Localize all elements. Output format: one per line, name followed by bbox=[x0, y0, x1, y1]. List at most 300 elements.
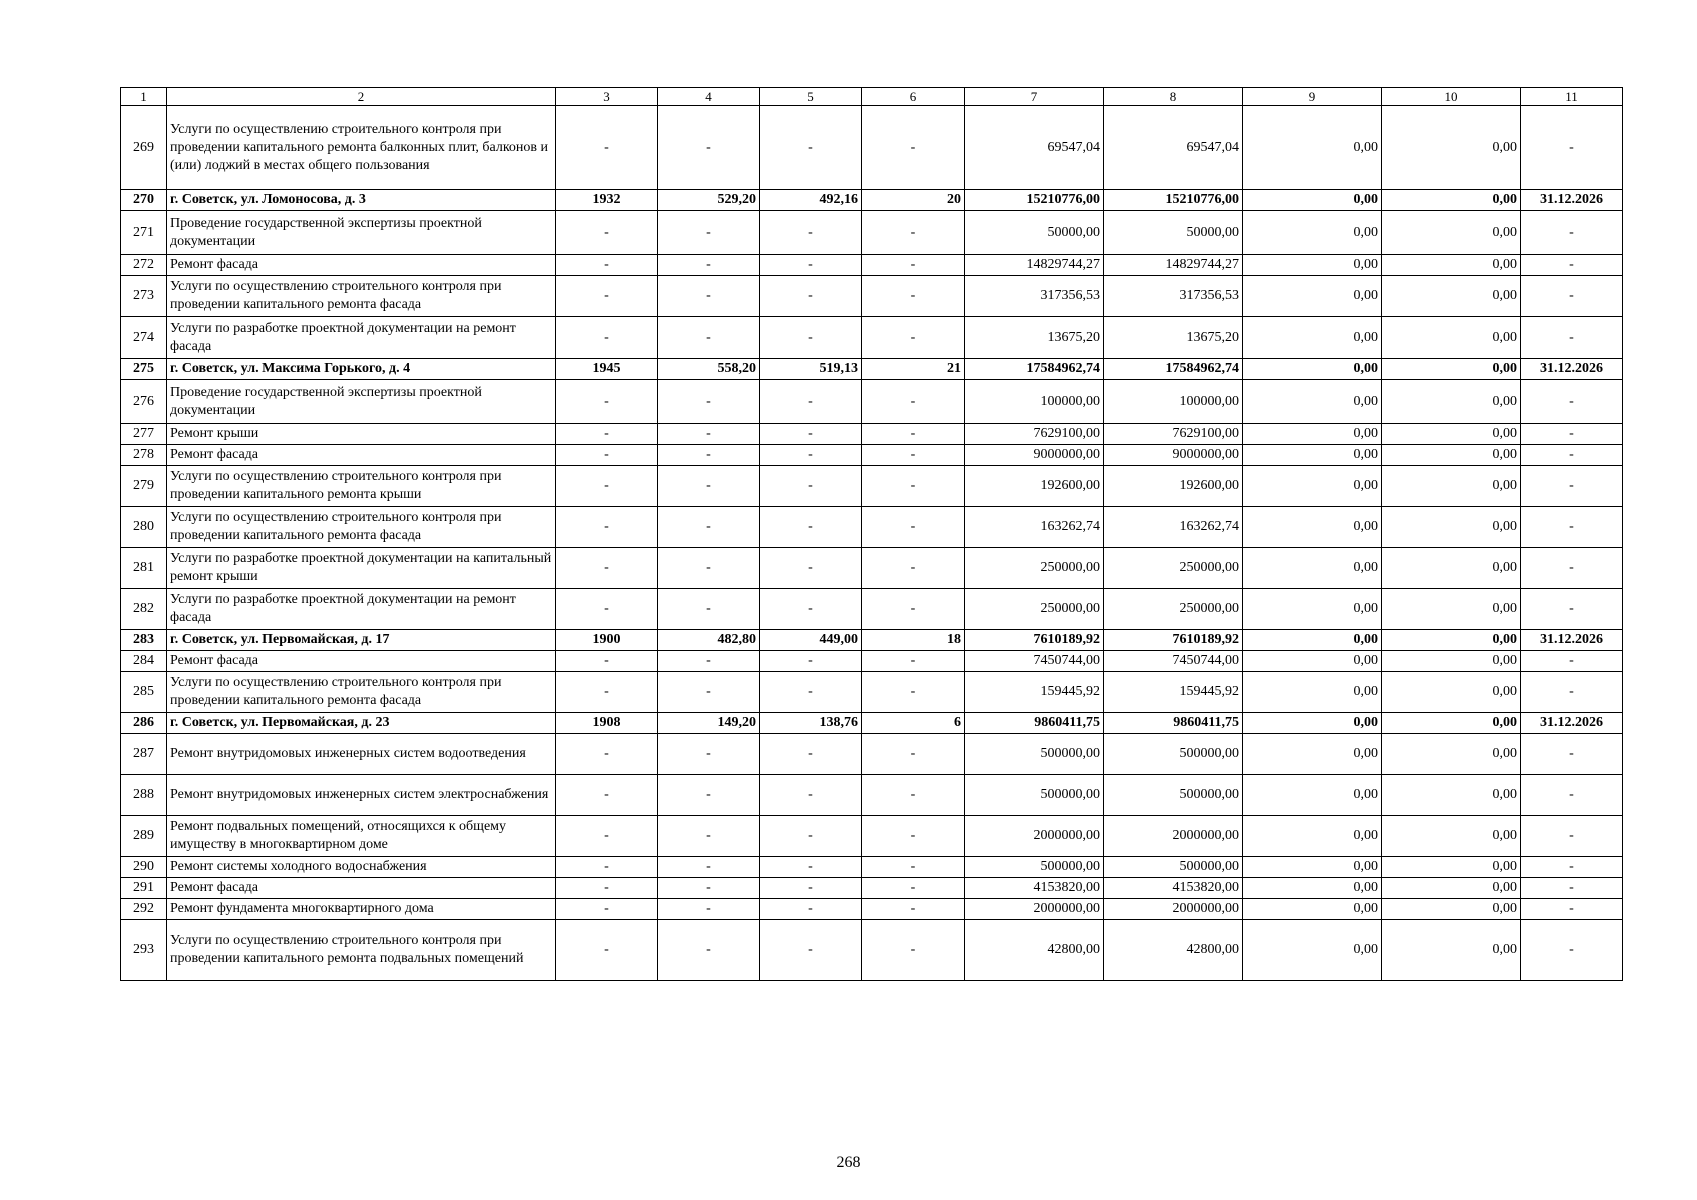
cell-col4: - bbox=[658, 857, 760, 878]
table-row bbox=[121, 878, 1623, 899]
work-name: г. Советск, ул. Максима Горького, д. 4 bbox=[167, 359, 556, 380]
row-number: 272 bbox=[121, 255, 167, 276]
cell-col4: - bbox=[658, 920, 760, 981]
cell-col4: - bbox=[658, 651, 760, 672]
cell-col6: - bbox=[862, 651, 965, 672]
cell-col11: - bbox=[1521, 899, 1623, 920]
row-number: 291 bbox=[121, 878, 167, 899]
column-header: 4 bbox=[658, 88, 760, 106]
work-name: Услуги по осуществлению строительного контроля при проведении капитального ремонта фасада bbox=[167, 507, 556, 548]
cell-col3: - bbox=[556, 380, 658, 424]
cell-col11: - bbox=[1521, 507, 1623, 548]
cell-col7: 2000000,00 bbox=[965, 816, 1104, 857]
cell-col5: - bbox=[760, 920, 862, 981]
table-row bbox=[121, 445, 1623, 466]
cell-col4: - bbox=[658, 816, 760, 857]
column-header: 5 bbox=[760, 88, 862, 106]
row-number: 288 bbox=[121, 775, 167, 816]
work-name: Ремонт системы холодного водоснабжения bbox=[167, 857, 556, 878]
work-name: Ремонт внутридомовых инженерных систем электроснабжения bbox=[167, 775, 556, 816]
cell-col5: - bbox=[760, 380, 862, 424]
cell-col8: 42800,00 bbox=[1104, 920, 1243, 981]
cell-col11: - bbox=[1521, 445, 1623, 466]
column-header: 3 bbox=[556, 88, 658, 106]
cell-col6: - bbox=[862, 548, 965, 589]
cell-col8: 250000,00 bbox=[1104, 548, 1243, 589]
cell-col10: 0,00 bbox=[1382, 380, 1521, 424]
cell-col10: 0,00 bbox=[1382, 255, 1521, 276]
work-name: Услуги по осуществлению строительного контроля при проведении капитального ремонта балконных плит, балконов и (или) лоджий в местах общего пользования bbox=[167, 106, 556, 190]
cell-col3: - bbox=[556, 507, 658, 548]
cell-col8: 7450744,00 bbox=[1104, 651, 1243, 672]
cell-col11: - bbox=[1521, 548, 1623, 589]
cell-col6: - bbox=[862, 380, 965, 424]
cell-col9: 0,00 bbox=[1243, 317, 1382, 359]
cell-col10: 0,00 bbox=[1382, 920, 1521, 981]
work-name: г. Советск, ул. Первомайская, д. 17 bbox=[167, 630, 556, 651]
work-name: Услуги по осуществлению строительного контроля при проведении капитального ремонта крыши bbox=[167, 466, 556, 507]
work-name: Услуги по осуществлению строительного контроля при проведении капитального ремонта подвальных помещений bbox=[167, 920, 556, 981]
cell-col10: 0,00 bbox=[1382, 630, 1521, 651]
cell-col9: 0,00 bbox=[1243, 190, 1382, 211]
cell-col5: - bbox=[760, 255, 862, 276]
cell-col5: - bbox=[760, 548, 862, 589]
cell-col7: 7610189,92 bbox=[965, 630, 1104, 651]
table-row bbox=[121, 651, 1623, 672]
cell-col6: - bbox=[862, 816, 965, 857]
cell-col9: 0,00 bbox=[1243, 466, 1382, 507]
cell-col7: 7450744,00 bbox=[965, 651, 1104, 672]
cell-col6: 6 bbox=[862, 713, 965, 734]
address-row bbox=[121, 630, 1623, 651]
cell-col3: 1900 bbox=[556, 630, 658, 651]
row-number: 283 bbox=[121, 630, 167, 651]
cell-col10: 0,00 bbox=[1382, 651, 1521, 672]
cell-col9: 0,00 bbox=[1243, 672, 1382, 713]
address-row bbox=[121, 713, 1623, 734]
cell-col7: 9000000,00 bbox=[965, 445, 1104, 466]
work-name: Ремонт подвальных помещений, относящихся к общему имуществу в многоквартирном доме bbox=[167, 816, 556, 857]
cell-col11: - bbox=[1521, 920, 1623, 981]
cell-col7: 500000,00 bbox=[965, 857, 1104, 878]
cell-col6: - bbox=[862, 317, 965, 359]
cell-col7: 13675,20 bbox=[965, 317, 1104, 359]
cell-col5: - bbox=[760, 106, 862, 190]
cell-col9: 0,00 bbox=[1243, 651, 1382, 672]
row-number: 289 bbox=[121, 816, 167, 857]
row-number: 281 bbox=[121, 548, 167, 589]
cell-col3: - bbox=[556, 857, 658, 878]
table-row bbox=[121, 255, 1623, 276]
cell-col11: 31.12.2026 bbox=[1521, 359, 1623, 380]
table-row bbox=[121, 734, 1623, 775]
cell-col6: - bbox=[862, 211, 965, 255]
cell-col7: 4153820,00 bbox=[965, 878, 1104, 899]
cell-col8: 250000,00 bbox=[1104, 589, 1243, 630]
cell-col6: - bbox=[862, 878, 965, 899]
cell-col5: - bbox=[760, 507, 862, 548]
cell-col8: 317356,53 bbox=[1104, 276, 1243, 317]
cell-col11: - bbox=[1521, 466, 1623, 507]
cell-col10: 0,00 bbox=[1382, 734, 1521, 775]
cell-col10: 0,00 bbox=[1382, 857, 1521, 878]
cell-col8: 14829744,27 bbox=[1104, 255, 1243, 276]
cell-col7: 317356,53 bbox=[965, 276, 1104, 317]
cell-col9: 0,00 bbox=[1243, 589, 1382, 630]
cell-col8: 7610189,92 bbox=[1104, 630, 1243, 651]
cell-col4: - bbox=[658, 211, 760, 255]
table-row bbox=[121, 507, 1623, 548]
cell-col6: - bbox=[862, 920, 965, 981]
cell-col5: - bbox=[760, 276, 862, 317]
cell-col9: 0,00 bbox=[1243, 255, 1382, 276]
cell-col11: - bbox=[1521, 276, 1623, 317]
data-table bbox=[120, 87, 1623, 981]
row-number: 286 bbox=[121, 713, 167, 734]
cell-col5: - bbox=[760, 317, 862, 359]
cell-col6: - bbox=[862, 899, 965, 920]
cell-col8: 69547,04 bbox=[1104, 106, 1243, 190]
row-number: 270 bbox=[121, 190, 167, 211]
cell-col3: - bbox=[556, 106, 658, 190]
cell-col8: 500000,00 bbox=[1104, 775, 1243, 816]
table-row bbox=[121, 672, 1623, 713]
cell-col9: 0,00 bbox=[1243, 548, 1382, 589]
cell-col9: 0,00 bbox=[1243, 380, 1382, 424]
cell-col5: - bbox=[760, 651, 862, 672]
column-header: 8 bbox=[1104, 88, 1243, 106]
cell-col3: - bbox=[556, 466, 658, 507]
cell-col10: 0,00 bbox=[1382, 589, 1521, 630]
cell-col11: - bbox=[1521, 589, 1623, 630]
cell-col11: 31.12.2026 bbox=[1521, 630, 1623, 651]
cell-col4: - bbox=[658, 734, 760, 775]
cell-col4: 482,80 bbox=[658, 630, 760, 651]
cell-col6: - bbox=[862, 857, 965, 878]
row-number: 287 bbox=[121, 734, 167, 775]
cell-col7: 9860411,75 bbox=[965, 713, 1104, 734]
cell-col9: 0,00 bbox=[1243, 445, 1382, 466]
cell-col11: 31.12.2026 bbox=[1521, 190, 1623, 211]
cell-col11: - bbox=[1521, 857, 1623, 878]
cell-col5: - bbox=[760, 878, 862, 899]
table-row bbox=[121, 380, 1623, 424]
row-number: 285 bbox=[121, 672, 167, 713]
cell-col3: - bbox=[556, 816, 658, 857]
cell-col5: - bbox=[760, 775, 862, 816]
cell-col8: 15210776,00 bbox=[1104, 190, 1243, 211]
cell-col3: - bbox=[556, 672, 658, 713]
cell-col9: 0,00 bbox=[1243, 857, 1382, 878]
column-header: 6 bbox=[862, 88, 965, 106]
cell-col9: 0,00 bbox=[1243, 734, 1382, 775]
cell-col10: 0,00 bbox=[1382, 317, 1521, 359]
cell-col11: - bbox=[1521, 651, 1623, 672]
cell-col7: 7629100,00 bbox=[965, 424, 1104, 445]
cell-col10: 0,00 bbox=[1382, 672, 1521, 713]
cell-col7: 14829744,27 bbox=[965, 255, 1104, 276]
cell-col7: 163262,74 bbox=[965, 507, 1104, 548]
cell-col11: - bbox=[1521, 106, 1623, 190]
page-number: 268 bbox=[836, 1154, 861, 1171]
work-name: Услуги по разработке проектной документации на капитальный ремонт крыши bbox=[167, 548, 556, 589]
cell-col11: - bbox=[1521, 734, 1623, 775]
cell-col9: 0,00 bbox=[1243, 106, 1382, 190]
column-header: 1 bbox=[121, 88, 167, 106]
row-number: 292 bbox=[121, 899, 167, 920]
cell-col11: - bbox=[1521, 672, 1623, 713]
cell-col6: - bbox=[862, 589, 965, 630]
column-header: 11 bbox=[1521, 88, 1623, 106]
row-number: 274 bbox=[121, 317, 167, 359]
table-row bbox=[121, 548, 1623, 589]
row-number: 273 bbox=[121, 276, 167, 317]
cell-col7: 50000,00 bbox=[965, 211, 1104, 255]
cell-col3: - bbox=[556, 317, 658, 359]
row-number: 290 bbox=[121, 857, 167, 878]
cell-col8: 7629100,00 bbox=[1104, 424, 1243, 445]
cell-col4: - bbox=[658, 548, 760, 589]
table-row bbox=[121, 317, 1623, 359]
table-body bbox=[121, 88, 1623, 981]
cell-col6: 21 bbox=[862, 359, 965, 380]
table-row bbox=[121, 276, 1623, 317]
row-number: 284 bbox=[121, 651, 167, 672]
cell-col5: - bbox=[760, 424, 862, 445]
cell-col10: 0,00 bbox=[1382, 445, 1521, 466]
cell-col5: 519,13 bbox=[760, 359, 862, 380]
cell-col9: 0,00 bbox=[1243, 211, 1382, 255]
cell-col3: - bbox=[556, 445, 658, 466]
cell-col4: - bbox=[658, 672, 760, 713]
row-number: 276 bbox=[121, 380, 167, 424]
cell-col5: - bbox=[760, 857, 862, 878]
cell-col9: 0,00 bbox=[1243, 713, 1382, 734]
work-name: Ремонт внутридомовых инженерных систем водоотведения bbox=[167, 734, 556, 775]
cell-col9: 0,00 bbox=[1243, 276, 1382, 317]
cell-col4: - bbox=[658, 775, 760, 816]
work-name: Услуги по осуществлению строительного контроля при проведении капитального ремонта фасада bbox=[167, 672, 556, 713]
table-row bbox=[121, 466, 1623, 507]
cell-col4: - bbox=[658, 466, 760, 507]
row-number: 279 bbox=[121, 466, 167, 507]
row-number: 282 bbox=[121, 589, 167, 630]
row-number: 280 bbox=[121, 507, 167, 548]
cell-col10: 0,00 bbox=[1382, 507, 1521, 548]
cell-col10: 0,00 bbox=[1382, 466, 1521, 507]
column-header: 10 bbox=[1382, 88, 1521, 106]
cell-col11: - bbox=[1521, 317, 1623, 359]
work-name: Ремонт фасада bbox=[167, 255, 556, 276]
cell-col4: - bbox=[658, 878, 760, 899]
cell-col11: - bbox=[1521, 424, 1623, 445]
cell-col4: - bbox=[658, 899, 760, 920]
cell-col10: 0,00 bbox=[1382, 359, 1521, 380]
cell-col4: 149,20 bbox=[658, 713, 760, 734]
cell-col7: 17584962,74 bbox=[965, 359, 1104, 380]
cell-col10: 0,00 bbox=[1382, 106, 1521, 190]
cell-col5: - bbox=[760, 734, 862, 775]
cell-col6: - bbox=[862, 466, 965, 507]
cell-col11: - bbox=[1521, 211, 1623, 255]
cell-col9: 0,00 bbox=[1243, 878, 1382, 899]
cell-col7: 42800,00 bbox=[965, 920, 1104, 981]
cell-col10: 0,00 bbox=[1382, 211, 1521, 255]
cell-col6: - bbox=[862, 106, 965, 190]
row-number: 271 bbox=[121, 211, 167, 255]
table-row bbox=[121, 775, 1623, 816]
cell-col8: 159445,92 bbox=[1104, 672, 1243, 713]
cell-col3: - bbox=[556, 899, 658, 920]
cell-col5: - bbox=[760, 816, 862, 857]
cell-col10: 0,00 bbox=[1382, 713, 1521, 734]
cell-col8: 163262,74 bbox=[1104, 507, 1243, 548]
cell-col7: 250000,00 bbox=[965, 589, 1104, 630]
cell-col4: - bbox=[658, 424, 760, 445]
table-row bbox=[121, 106, 1623, 190]
cell-col4: - bbox=[658, 507, 760, 548]
cell-col5: - bbox=[760, 589, 862, 630]
row-number: 277 bbox=[121, 424, 167, 445]
table-row bbox=[121, 899, 1623, 920]
cell-col7: 500000,00 bbox=[965, 775, 1104, 816]
table-row bbox=[121, 816, 1623, 857]
row-number: 275 bbox=[121, 359, 167, 380]
table-row bbox=[121, 424, 1623, 445]
cell-col9: 0,00 bbox=[1243, 359, 1382, 380]
cell-col6: - bbox=[862, 775, 965, 816]
cell-col10: 0,00 bbox=[1382, 424, 1521, 445]
cell-col3: - bbox=[556, 920, 658, 981]
work-name: Ремонт фундамента многоквартирного дома bbox=[167, 899, 556, 920]
cell-col3: - bbox=[556, 775, 658, 816]
cell-col6: - bbox=[862, 276, 965, 317]
cell-col5: - bbox=[760, 211, 862, 255]
cell-col3: 1932 bbox=[556, 190, 658, 211]
row-number: 278 bbox=[121, 445, 167, 466]
cell-col6: 18 bbox=[862, 630, 965, 651]
work-name: Услуги по разработке проектной документации на ремонт фасада bbox=[167, 317, 556, 359]
cell-col10: 0,00 bbox=[1382, 899, 1521, 920]
table-row bbox=[121, 857, 1623, 878]
cell-col7: 100000,00 bbox=[965, 380, 1104, 424]
cell-col10: 0,00 bbox=[1382, 816, 1521, 857]
cell-col8: 500000,00 bbox=[1104, 734, 1243, 775]
cell-col9: 0,00 bbox=[1243, 920, 1382, 981]
cell-col7: 2000000,00 bbox=[965, 899, 1104, 920]
cell-col9: 0,00 bbox=[1243, 816, 1382, 857]
cell-col3: - bbox=[556, 424, 658, 445]
cell-col10: 0,00 bbox=[1382, 548, 1521, 589]
cell-col7: 500000,00 bbox=[965, 734, 1104, 775]
cell-col4: 529,20 bbox=[658, 190, 760, 211]
column-number-row bbox=[121, 88, 1623, 106]
table-row bbox=[121, 920, 1623, 981]
cell-col8: 192600,00 bbox=[1104, 466, 1243, 507]
cell-col4: - bbox=[658, 317, 760, 359]
cell-col8: 2000000,00 bbox=[1104, 816, 1243, 857]
cell-col5: 492,16 bbox=[760, 190, 862, 211]
cell-col3: - bbox=[556, 589, 658, 630]
cell-col5: 449,00 bbox=[760, 630, 862, 651]
cell-col11: - bbox=[1521, 878, 1623, 899]
cell-col6: 20 bbox=[862, 190, 965, 211]
cell-col3: - bbox=[556, 211, 658, 255]
cell-col10: 0,00 bbox=[1382, 190, 1521, 211]
cell-col6: - bbox=[862, 445, 965, 466]
cell-col4: 558,20 bbox=[658, 359, 760, 380]
column-header: 2 bbox=[167, 88, 556, 106]
cell-col7: 192600,00 bbox=[965, 466, 1104, 507]
cell-col3: - bbox=[556, 651, 658, 672]
cell-col3: - bbox=[556, 548, 658, 589]
cell-col4: - bbox=[658, 445, 760, 466]
cell-col6: - bbox=[862, 507, 965, 548]
cell-col11: - bbox=[1521, 775, 1623, 816]
work-name: Услуги по осуществлению строительного контроля при проведении капитального ремонта фасада bbox=[167, 276, 556, 317]
cell-col8: 13675,20 bbox=[1104, 317, 1243, 359]
row-number: 269 bbox=[121, 106, 167, 190]
work-name: Проведение государственной экспертизы проектной документации bbox=[167, 211, 556, 255]
cell-col4: - bbox=[658, 106, 760, 190]
address-row bbox=[121, 359, 1623, 380]
cell-col5: - bbox=[760, 445, 862, 466]
cell-col3: - bbox=[556, 276, 658, 317]
cell-col7: 69547,04 bbox=[965, 106, 1104, 190]
table-row bbox=[121, 589, 1623, 630]
work-name: Ремонт фасада bbox=[167, 651, 556, 672]
cell-col10: 0,00 bbox=[1382, 276, 1521, 317]
row-number: 293 bbox=[121, 920, 167, 981]
cell-col8: 9860411,75 bbox=[1104, 713, 1243, 734]
cell-col8: 2000000,00 bbox=[1104, 899, 1243, 920]
cell-col9: 0,00 bbox=[1243, 899, 1382, 920]
cell-col5: - bbox=[760, 672, 862, 713]
cell-col3: - bbox=[556, 255, 658, 276]
work-name: Ремонт фасада bbox=[167, 878, 556, 899]
cell-col3: - bbox=[556, 878, 658, 899]
cell-col10: 0,00 bbox=[1382, 878, 1521, 899]
cell-col11: - bbox=[1521, 816, 1623, 857]
cell-col3: 1945 bbox=[556, 359, 658, 380]
column-header: 9 bbox=[1243, 88, 1382, 106]
cell-col11: 31.12.2026 bbox=[1521, 713, 1623, 734]
cell-col10: 0,00 bbox=[1382, 775, 1521, 816]
cell-col11: - bbox=[1521, 255, 1623, 276]
cell-col9: 0,00 bbox=[1243, 775, 1382, 816]
cell-col6: - bbox=[862, 424, 965, 445]
work-name: г. Советск, ул. Ломоносова, д. 3 bbox=[167, 190, 556, 211]
cell-col3: - bbox=[556, 734, 658, 775]
cell-col6: - bbox=[862, 734, 965, 775]
cell-col6: - bbox=[862, 672, 965, 713]
cell-col8: 100000,00 bbox=[1104, 380, 1243, 424]
cell-col5: 138,76 bbox=[760, 713, 862, 734]
cell-col5: - bbox=[760, 899, 862, 920]
cell-col8: 50000,00 bbox=[1104, 211, 1243, 255]
cell-col7: 250000,00 bbox=[965, 548, 1104, 589]
cell-col8: 9000000,00 bbox=[1104, 445, 1243, 466]
cell-col9: 0,00 bbox=[1243, 424, 1382, 445]
cell-col4: - bbox=[658, 589, 760, 630]
cell-col8: 17584962,74 bbox=[1104, 359, 1243, 380]
cell-col7: 15210776,00 bbox=[965, 190, 1104, 211]
work-name: Ремонт крыши bbox=[167, 424, 556, 445]
work-name: Услуги по разработке проектной документации на ремонт фасада bbox=[167, 589, 556, 630]
cell-col9: 0,00 bbox=[1243, 507, 1382, 548]
cell-col5: - bbox=[760, 466, 862, 507]
cell-col11: - bbox=[1521, 380, 1623, 424]
